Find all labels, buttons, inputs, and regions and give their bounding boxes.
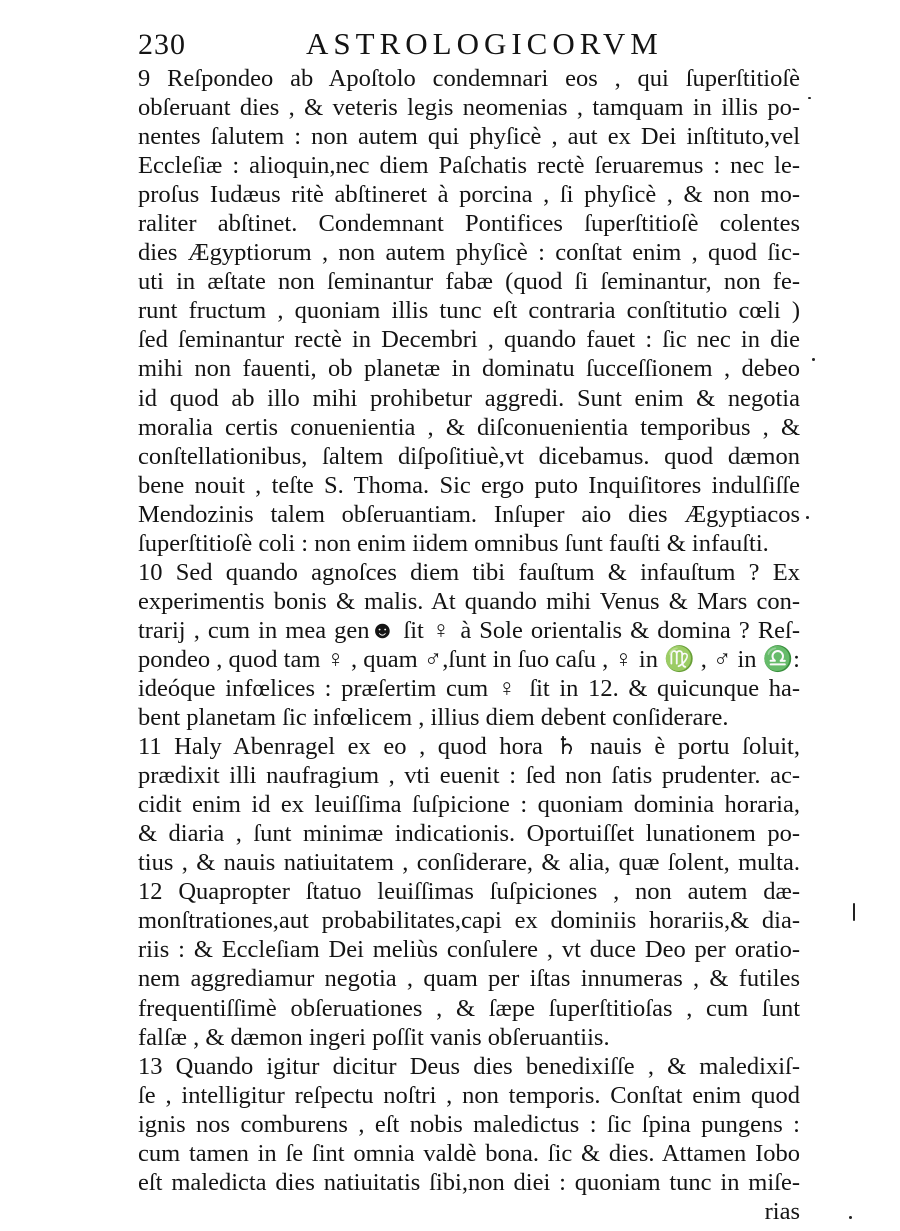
text-line: ignis nos comburens , eſt nobis maledictus : ſic ſpina pungens : (138, 1110, 800, 1138)
text-line: ſe , intelligitur reſpectu noſtri , non temporis. Conſtat enim quod (138, 1081, 800, 1109)
text-line: 9 Reſpondeo ab Apoſtolo condemnari eos , qui ſuperſtitioſè (138, 65, 800, 92)
text-line: Mendozinis talem obſeruantiam. Inſuper aio dies Ægyptiacos (138, 500, 800, 528)
text-line: prædixit illi naufragium , vti euenit : ſed non ſatis prudenter. ac- (138, 762, 800, 790)
text-line: runt fructum , quoniam illis tunc eſt contraria conſtitutio cœli ) (138, 297, 800, 325)
text-line: mihi non fauenti, ob planetæ in dominatu ſucceſſionem , debeo (138, 355, 800, 383)
ink-speck (812, 358, 815, 361)
text-line: nem aggrediamur negotia , quam per iſtas innumeras , & futiles (138, 965, 800, 993)
text-line: trarij , cum in mea gen☻ ſit ♀ à Sole orientalis & domina ? Reſ- (138, 616, 800, 644)
text-line: frequentiſſimè obſeruationes , & ſæpe ſuperſtitioſas , cum ſunt (138, 994, 800, 1022)
text-line: dies Ægyptiorum , non autem phyſicè : conſtat enim , quod ſic- (138, 239, 800, 267)
catchword: rias (764, 1197, 800, 1225)
running-head (138, 22, 698, 66)
text-line: bent planetam ſic infœlicem , illius diem debent conſiderare. (138, 704, 729, 732)
text-line: uti in æſtate non ſeminantur fabæ (quod ſi ſeminantur, non fe- (138, 268, 800, 296)
text-line: moralia certis conuenientia , & diſconuenientia temporibus , & (138, 413, 800, 441)
text-line: cidit enim id ex leuiſſima ſuſpicione : quoniam dominia horaria, (138, 791, 800, 819)
text-line: cum tamen in ſe ſint omnia valdè bona. ſic & dies. Attamen Iobo (138, 1139, 800, 1167)
text-line: 12 Quapropter ſtatuo leuiſſimas ſuſpiciones , non autem dæ- (138, 878, 800, 906)
text-line: 13 Quando igitur dicitur Deus dies benedixiſſe , & maledixiſ- (138, 1052, 800, 1080)
ink-speck (808, 97, 811, 99)
text-line: ſuperſtitioſè coli : non enim iidem omnibus ſunt fauſti & infauſti. (138, 529, 769, 557)
page-number: 230 (138, 28, 186, 61)
text-line: nentes ſalutem : non autem qui phyſicè , aut ex Dei inſtituto,vel (138, 123, 800, 151)
text-line: Eccleſiæ : alioquin,nec diem Paſchatis rectè ſeruaremus : nec le- (138, 152, 800, 180)
text-line: ſed ſeminantur rectè in Decembri , quando fauet : ſic nec in die (138, 326, 800, 354)
body-text (138, 64, 800, 1226)
running-title: ASTROLOGICORVM (306, 26, 663, 61)
text-line: falſæ , & dæmon ingeri poſſit vanis obſeruantiis. (138, 1023, 610, 1051)
ink-speck (849, 1216, 852, 1219)
text-line: obſeruant dies , & veteris legis neomenias , tamquam in illis po- (138, 94, 800, 122)
text-line: 11 Haly Abenragel ex eo , quod hora ♄ nauis è portu ſoluit, (138, 733, 800, 761)
text-line: riis : & Eccleſiam Dei meliùs conſulere , vt duce Deo per oratio- (138, 936, 800, 964)
text-line: pondeo , quod tam ♀ , quam ♂,ſunt in ſuo caſu , ♀ in ♍ , ♂ in ♎: (138, 645, 800, 673)
text-line: eſt maledicta dies natiuitatis ſibi,non diei : quoniam tunc in miſe- (138, 1168, 800, 1196)
text-line: ideóque infœlices : præſertim cum ♀ ſit in 12. & quicunque ha- (138, 674, 800, 702)
ink-speck (853, 903, 855, 921)
text-line: monſtrationes,aut probabilitates,capi ex dominiis horariis,& dia- (138, 907, 800, 935)
text-line: experimentis bonis & malis. At quando mihi Venus & Mars con- (138, 587, 800, 615)
ink-speck (806, 516, 809, 519)
text-line: bene nouit , teſte S. Thoma. Sic ergo puto Inquiſitores indulſiſſe (138, 471, 800, 499)
text-line: conſtellationibus, ſaltem diſpoſitiuè,vt dicebamus. quod dæmon (138, 442, 800, 470)
text-line: id quod ab illo mihi prohibetur aggredi. Sunt enim & negotia (138, 384, 800, 412)
text-line: proſus Iudæus ritè abſtineret à porcina , ſi phyſicè , & non mo- (138, 181, 800, 209)
text-line: raliter abſtinet. Condemnant Pontifices ſuperſtitioſè colentes (138, 210, 800, 238)
text-line: tius , & nauis natiuitatem , conſiderare, & alia, quæ ſolent, multa. (138, 849, 800, 877)
text-line: 10 Sed quando agnoſces diem tibi fauſtum & infauſtum ? Ex (138, 558, 800, 586)
text-line: & diaria , ſunt minimæ indicationis. Oportuiſſet lunationem po- (138, 820, 800, 848)
